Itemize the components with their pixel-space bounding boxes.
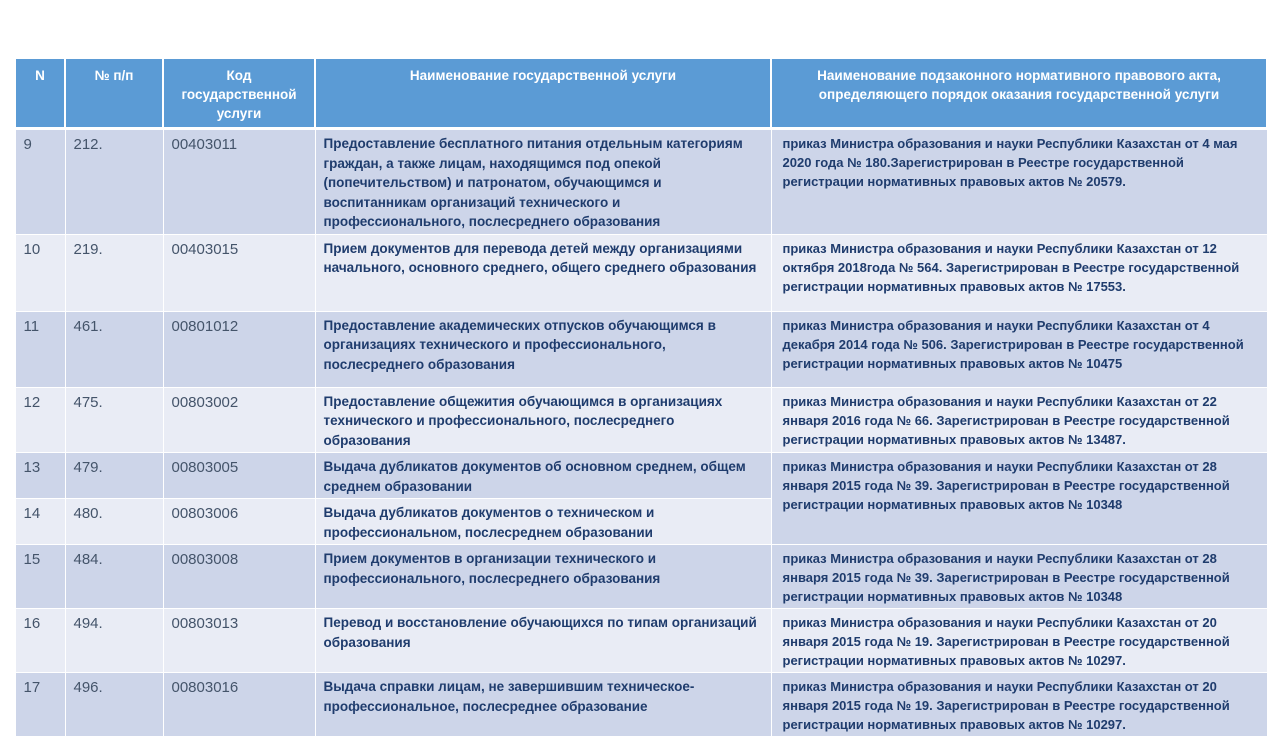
cell-npp: 494. [65,609,163,673]
cell-code: 00803002 [163,387,315,453]
cell-code: 00803008 [163,545,315,609]
cell-service: Прием документов в организации технического и профессионального, послесреднего образования [315,545,771,609]
cell-code: 00803006 [163,499,315,545]
cell-service: Предоставление общежития обучающимся в организациях технического и профессионального, послесреднего образования [315,387,771,453]
cell-npp: 484. [65,545,163,609]
cell-service: Предоставление бесплатного питания отдельным категориям граждан, а также лицам, находящимся под опекой (попечительством) и патронатом, обучающимся и воспитанникам организаций технического и профессионального, послесреднего образования [315,129,771,235]
cell-act-merged: приказ Министра образования и науки Республики Казахстан от 28 января 2015 года № 39. Зарегистрирован в Реестре государственной регистрации нормативных правовых актов № 10348 [771,453,1267,545]
cell-npp: 475. [65,387,163,453]
cell-service: Выдача справки лицам, не завершившим техническое-профессиональное, послесреднее образование [315,673,771,737]
header-legal-act: Наименование подзаконного нормативного правового акта, определяющего порядок оказания государственной услуги [771,58,1267,129]
cell-n: 11 [15,311,65,387]
cell-n: 10 [15,234,65,311]
cell-n: 14 [15,499,65,545]
table-row [15,609,1267,673]
table-row [15,129,1267,235]
table-row [15,453,1267,499]
header-npp: № п/п [65,58,163,129]
cell-act: приказ Министра образования и науки Республики Казахстан от 20 января 2015 года № 19. Зарегистрирован в Реестре государственной регистрации нормативных правовых актов № 10297. [771,673,1267,737]
cell-act: приказ Министра образования и науки Республики Казахстан от 20 января 2015 года № 19. Зарегистрирован в Реестре государственной регистрации нормативных правовых актов № 10297. [771,609,1267,673]
cell-act: приказ Министра образования и науки Республики Казахстан от 22 января 2016 года № 66. Зарегистрирован в Реестре государственной регистрации нормативных правовых актов № 13487. [771,387,1267,453]
cell-code: 00803005 [163,453,315,499]
government-services-table [14,57,1268,737]
cell-n: 9 [15,129,65,235]
cell-code: 00403011 [163,129,315,235]
cell-npp: 479. [65,453,163,499]
cell-code: 00803016 [163,673,315,737]
cell-npp: 219. [65,234,163,311]
cell-code: 00803013 [163,609,315,673]
cell-n: 17 [15,673,65,737]
cell-n: 16 [15,609,65,673]
cell-service: Предоставление академических отпусков обучающимся в организациях технического и профессионального, послесреднего образования [315,311,771,387]
cell-act: приказ Министра образования и науки Республики Казахстан от 12 октября 2018года № 564. Зарегистрирован в Реестре государственной регистрации нормативных правовых актов № 17553. [771,234,1267,311]
cell-service: Выдача дубликатов документов о техническом и профессиональном, послесреднем образовании [315,499,771,545]
table-row [15,234,1267,311]
cell-service: Прием документов для перевода детей между организациями начального, основного среднего, общего среднего образования [315,234,771,311]
cell-service: Перевод и восстановление обучающихся по типам организаций образования [315,609,771,673]
table-row [15,311,1267,387]
cell-n: 12 [15,387,65,453]
cell-code: 00801012 [163,311,315,387]
cell-n: 15 [15,545,65,609]
header-service-name: Наименование государственной услуги [315,58,771,129]
cell-act: приказ Министра образования и науки Республики Казахстан от 4 декабря 2014 года № 506. Зарегистрирован в Реестре государственной регистрации нормативных правовых актов № 10475 [771,311,1267,387]
table-row [15,673,1267,737]
cell-npp: 461. [65,311,163,387]
header-n: N [15,58,65,129]
cell-code: 00403015 [163,234,315,311]
cell-npp: 496. [65,673,163,737]
table-row [15,545,1267,609]
header-code: Код государственной услуги [163,58,315,129]
cell-n: 13 [15,453,65,499]
cell-act: приказ Министра образования и науки Республики Казахстан от 4 мая 2020 года № 180.Зарегистрирован в Реестре государственной регистрации нормативных правовых актов № 20579. [771,129,1267,235]
table-header-row [15,58,1267,129]
cell-service: Выдача дубликатов документов об основном среднем, общем среднем образовании [315,453,771,499]
cell-npp: 480. [65,499,163,545]
table-row [15,387,1267,453]
cell-act: приказ Министра образования и науки Республики Казахстан от 28 января 2015 года № 39. Зарегистрирован в Реестре государственной регистрации нормативных правовых актов № 10348 [771,545,1267,609]
cell-npp: 212. [65,129,163,235]
